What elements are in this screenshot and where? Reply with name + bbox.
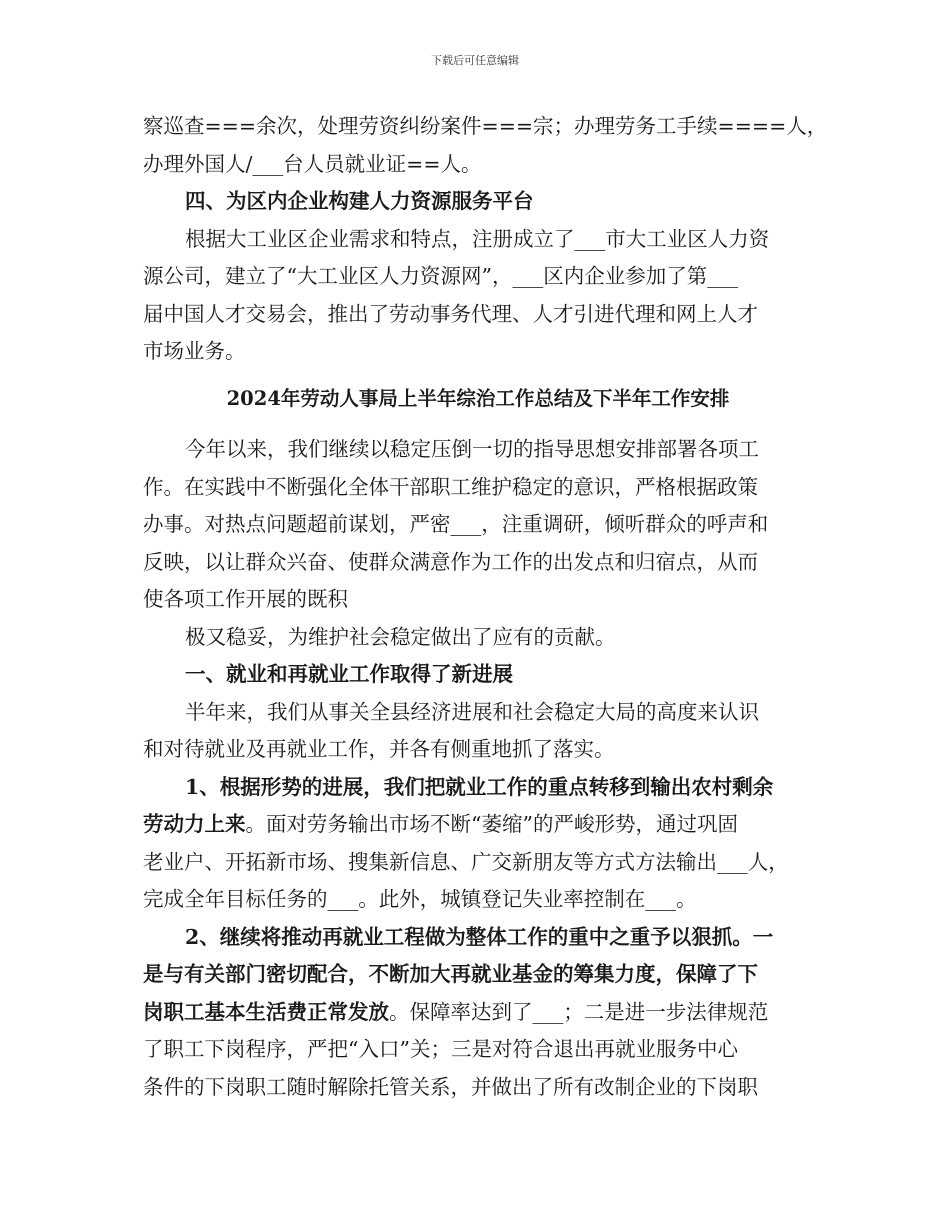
section-heading: 四、为区内企业构建人力资源服务平台: [185, 189, 534, 213]
bold-phrase: 岗职工基本生活费正常发放: [143, 999, 389, 1024]
text-line: 届中国人才交易会，推出了劳动事务代理、人才引进代理和网上人才: [143, 301, 758, 326]
text-line: 是与有关部门密切配合，不断加大再就业基金的筹集力度，保障了下: [143, 962, 758, 986]
text-line: 市场业务。: [143, 339, 246, 363]
text-line: 条件的下岗职工随时解除托管关系，并做出了所有改制企业的下岗职: [143, 1074, 758, 1099]
text-line: 办理外国人/___台人员就业证==人。: [143, 151, 482, 176]
section-intro: [143, 108, 828, 371]
paragraph-2: [143, 919, 813, 1107]
section-main: [143, 431, 813, 769]
text-line: 根据大工业区企业需求和特点，注册成立了___市大工业区人力资: [185, 226, 770, 251]
text-line: 源公司，建立了“大工业区人力资源网”，___区内企业参加了第___: [143, 264, 738, 288]
text-line: 老业户、开拓新市场、搜集新信息、广交新朋友等方式方法输出___人，: [143, 849, 789, 874]
text-line: 完成全年目标任务的___。此外，城镇登记失业率控制在___。: [143, 887, 697, 911]
text-line: [143, 806, 813, 844]
text-line: 2、继续将推动再就业工程做为整体工作的重中之重予以狠抓。一: [185, 924, 774, 949]
document-body: [143, 108, 828, 1106]
page-header: 下载后可任意编辑: [431, 54, 519, 67]
text-line: 了职工下岗程序，严把“入口”关；三是对符合退出再就业服务中心: [143, 1037, 738, 1061]
text-line: 和对待就业及再就业工作，并各有侧重地抓了落实。: [143, 737, 615, 761]
text-run: 。保障率达到了___；二是进一步法律规范: [389, 999, 769, 1024]
text-line: 半年来，我们从事关全县经济进展和社会稳定大局的高度来认识: [185, 699, 759, 724]
text-line: 极又稳妥，为维护社会稳定做出了应有的贡献。: [185, 624, 616, 649]
text-line: 办事。对热点问题超前谋划，严密___，注重调研，倾听群众的呼声和: [143, 512, 769, 536]
bold-phrase: 劳动力上来: [143, 812, 246, 836]
section-heading: 一、就业和再就业工作取得了新进展: [185, 662, 513, 686]
paragraph-1: [143, 769, 813, 919]
text-line: 察巡查===余次，处理劳资纠纷案件===宗；办理劳务工手续====人，: [143, 114, 828, 138]
text-line: 今年以来，我们继续以稳定压倒一切的指导思想安排部署各项工: [185, 437, 759, 461]
document-title: 2024年劳动人事局上半年综治工作总结及下半年工作安排: [226, 386, 730, 410]
text-line: 使各项工作开展的既积: [143, 587, 348, 611]
text-run: 。面对劳务输出市场不断“萎缩”的严峻形势，通过巩固: [245, 812, 738, 836]
text-line: 作。在实践中不断强化全体干部职工维护稳定的意识，严格根据政策: [143, 474, 758, 499]
text-line: 反映，以让群众兴奋、使群众满意作为工作的出发点和归宿点，从而: [143, 549, 758, 574]
text-line: [143, 994, 813, 1032]
text-line: 1、根据形势的进展，我们把就业工作的重点转移到输出农村剩余: [185, 774, 774, 799]
